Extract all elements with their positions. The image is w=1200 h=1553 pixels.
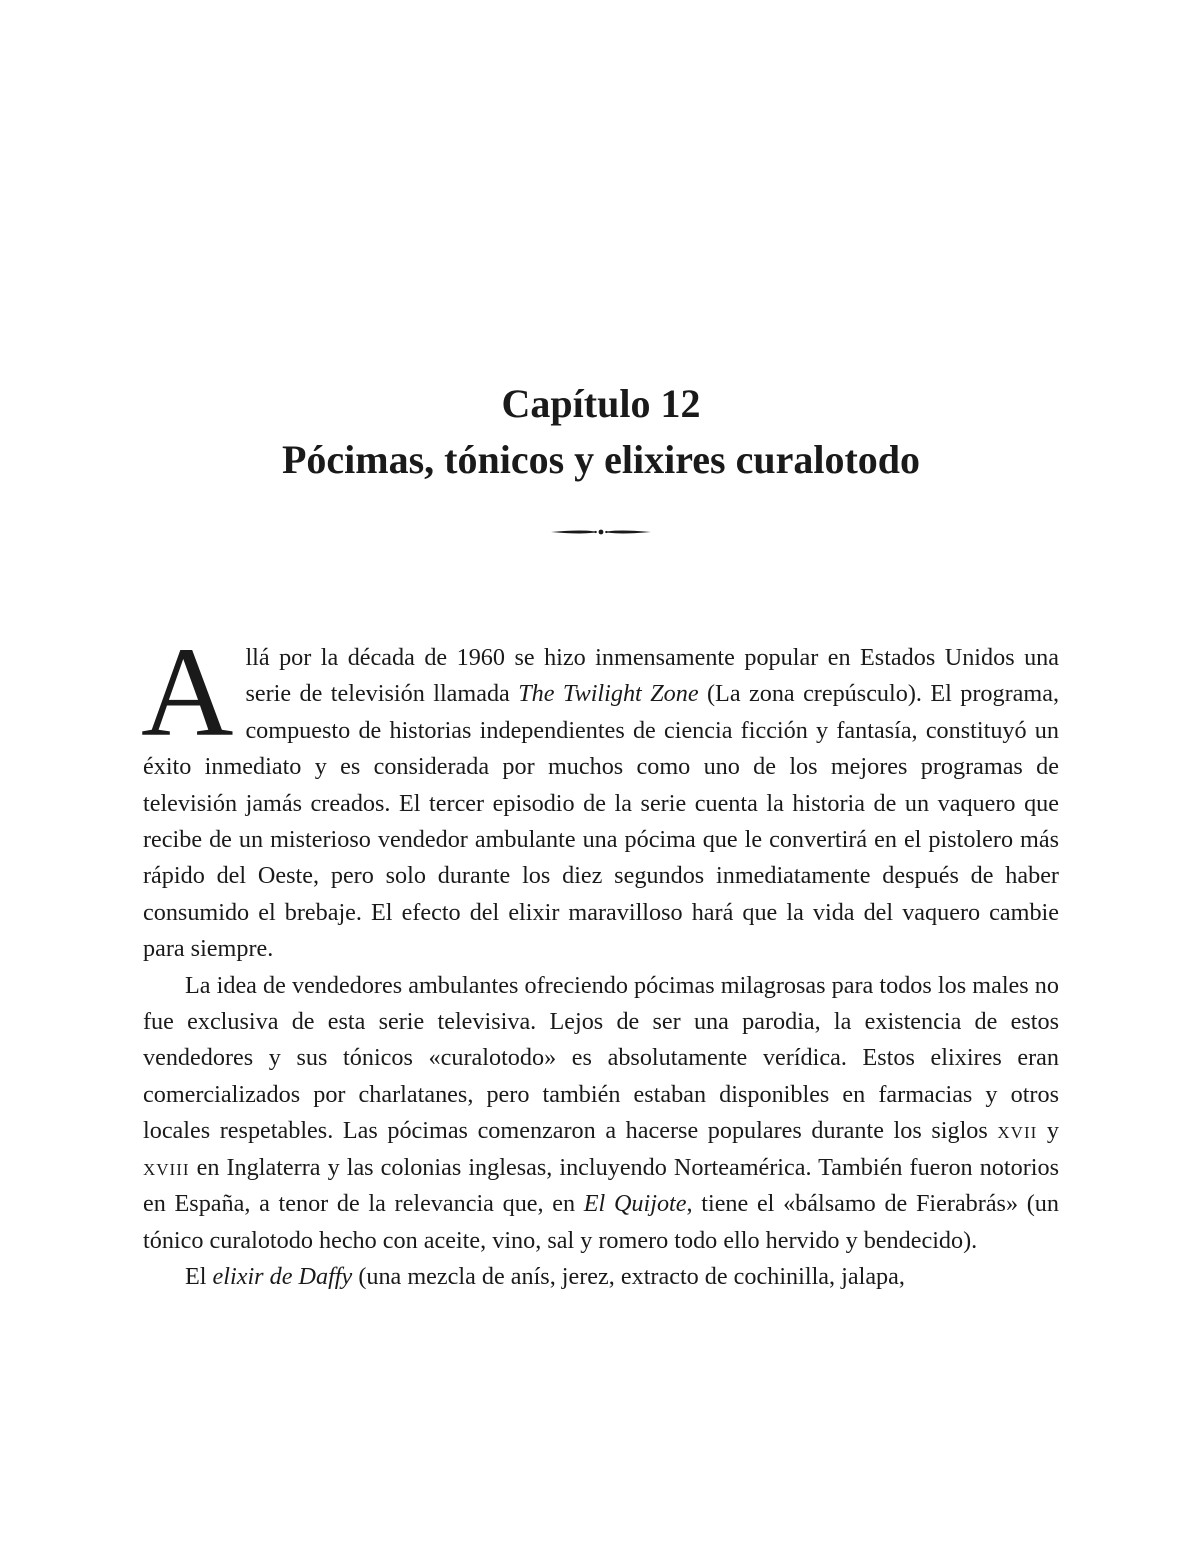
paragraph-2 — [143, 968, 1059, 1259]
chapter-title: Pócimas, tónicos y elixires curalotodo — [281, 437, 921, 482]
paragraph-3 — [143, 1259, 1059, 1295]
paragraph-1-text-a: llá por la década de 1960 se hizo inmensamente popular en Estados Unidos una serie de televisión llamada — [245, 644, 1059, 708]
paragraph-2-text-c: , tiene el «bálsamo de Fierabrás» (un tónico curalotodo hecho con aceite, vino, sal y romero todo ello hervido y bendecido). — [143, 1190, 1059, 1254]
chapter-heading — [143, 376, 1059, 488]
paragraph-2-text-b: en Inglaterra y las colonias inglesas, incluyendo Norteamérica. También fueron notorios en España, a tenor de la relevancia que, en — [143, 1153, 1059, 1218]
paragraph-1-italic-title: The Twilight Zone — [518, 680, 699, 708]
century-numeral-17: xvii — [997, 1117, 1038, 1145]
paragraph-2-conjunction: y — [1037, 1117, 1059, 1145]
century-numeral-18: xviii — [143, 1153, 190, 1181]
decorative-divider-icon — [549, 525, 653, 539]
paragraph-3-text-b: (una mezcla de anís, jerez, extracto de cochinilla, jalapa, — [352, 1262, 905, 1290]
paragraph-3-text-a: El — [185, 1262, 213, 1290]
paragraph-1-text-b: (La zona crepúsculo). El programa, compuesto de historias independientes de ciencia ficción y fantasía, constituyó un éxito inmediato y es considerada por muchos como uno de los mejores programas de televisión jamás creados. El tercer episodio de la serie cuenta la historia de un vaquero que recibe de un misterioso vendedor ambulante una pócima que le convertirá en el pistolero más rápido del Oeste, pero solo durante los diez segundos inmediatamente después de haber consumido el brebaje. El efecto del elixir maravilloso hará que la vida del vaquero cambie para siempre. — [143, 680, 1059, 963]
book-page — [143, 0, 1059, 1553]
drop-cap: A — [141, 621, 234, 763]
chapter-body — [141, 621, 1059, 1295]
paragraph-3-italic-title: elixir de Daffy — [212, 1262, 353, 1290]
chapter-number: Capítulo 12 — [501, 381, 701, 426]
paragraph-1 — [141, 621, 1059, 968]
paragraph-2-italic-title: El Quijote — [583, 1190, 687, 1218]
paragraph-2-text-a: La idea de vendedores ambulantes ofreciendo pócimas milagrosas para todos los males no fue exclusiva de esta serie televisiva. Lejos de ser una parodia, la existencia de estos vendedores y sus tónicos «curalotodo» es absolutamente verídica. Estos elixires eran comercializados por charlatanes, pero también estaban disponibles en farmacias y otros locales respetables. Las pócimas comenzaron a hacerse populares durante los siglos — [143, 971, 1059, 1145]
